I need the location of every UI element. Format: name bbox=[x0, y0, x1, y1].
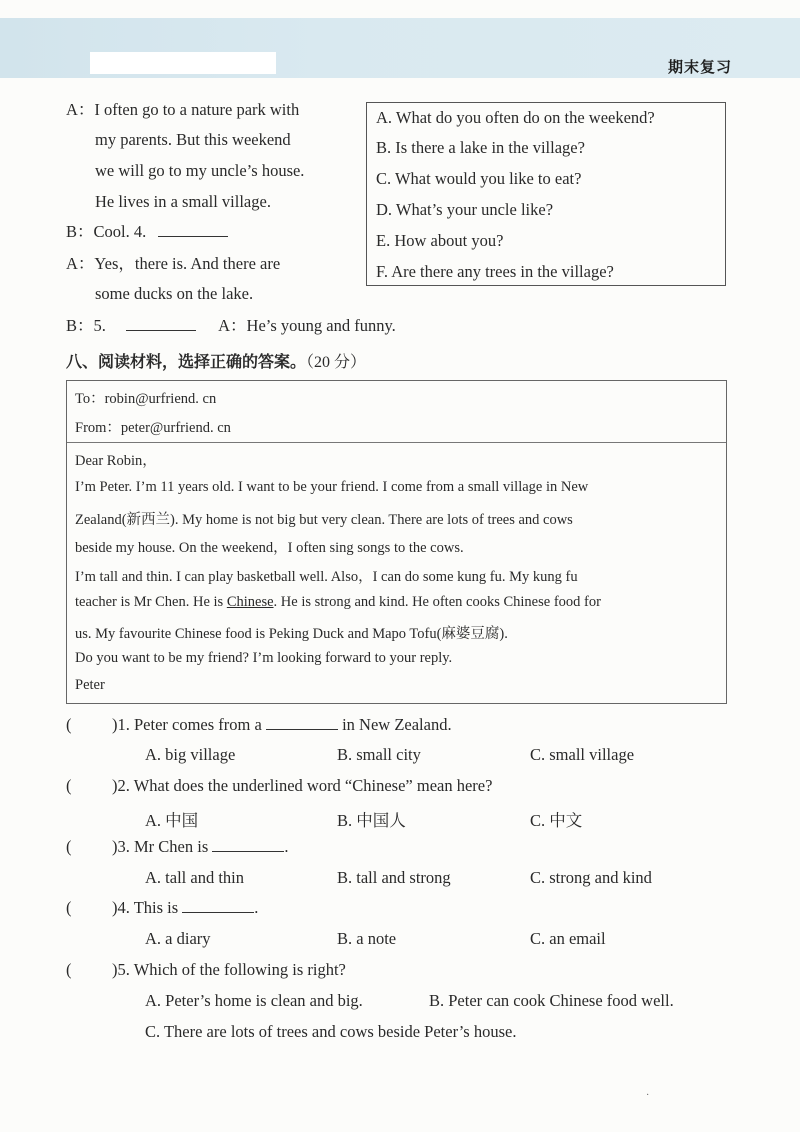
question-4-post: . bbox=[254, 898, 259, 917]
question-5 bbox=[112, 960, 346, 980]
question-4-blank bbox=[182, 898, 254, 913]
question-5-option-a[interactable]: A. Peter’s home is clean and big. bbox=[145, 991, 363, 1010]
question-1 bbox=[112, 715, 452, 735]
question-4-option-c[interactable]: C. an email bbox=[530, 929, 606, 948]
option-b: B. Is there a lake in the village? bbox=[376, 138, 585, 157]
question-3-option-b[interactable]: B. tall and strong bbox=[337, 868, 451, 887]
answer-paren-4[interactable]: ( bbox=[66, 898, 72, 917]
question-1-option-c[interactable]: C. small village bbox=[530, 745, 635, 764]
header-label: 期末复习 bbox=[668, 58, 733, 76]
email-p2-post: . He is strong and kind. He often cooks Chinese food for bbox=[273, 594, 601, 610]
option-f: F. Are there any trees in the village? bbox=[376, 262, 614, 281]
question-3-option-c[interactable]: C. strong and kind bbox=[530, 868, 652, 887]
question-3 bbox=[112, 837, 289, 857]
answer-paren-3[interactable]: ( bbox=[66, 837, 72, 856]
question-5-option-c[interactable]: C. There are lots of trees and cows beside Peter’s house. bbox=[145, 1022, 517, 1041]
answer-paren-2[interactable]: ( bbox=[66, 776, 72, 795]
option-e: E. How about you? bbox=[376, 231, 504, 250]
email-from: From：peter@urfriend. cn bbox=[75, 420, 231, 436]
dialogue-b4 bbox=[66, 222, 228, 242]
dialogue-b4-text: B：Cool. 4. bbox=[66, 222, 147, 241]
scan-mark: · bbox=[646, 1090, 650, 1101]
answer-paren-1[interactable]: ( bbox=[66, 715, 72, 734]
question-4-option-a[interactable]: A. a diary bbox=[145, 929, 211, 948]
email-box bbox=[66, 380, 727, 704]
question-4-option-b[interactable]: B. a note bbox=[337, 929, 397, 948]
question-1-post: in New Zealand. bbox=[342, 715, 452, 734]
question-3-num: )3. bbox=[112, 837, 130, 856]
email-divider bbox=[67, 442, 726, 443]
dialogue-a1-line1: A：I often go to a nature park with bbox=[66, 100, 300, 119]
question-3-blank bbox=[212, 837, 284, 852]
question-4-pre: This is bbox=[133, 898, 179, 917]
email-signature: Peter bbox=[75, 677, 105, 693]
answer-paren-5[interactable]: ( bbox=[66, 960, 72, 979]
question-2-option-a[interactable]: A. 中国 bbox=[145, 811, 199, 830]
section-title-text: 八、阅读材料，选择正确的答案。 bbox=[66, 352, 307, 371]
dialogue-a3: A：He’s young and funny. bbox=[218, 316, 396, 335]
email-p1-line1: I’m Peter. I’m 11 years old. I want to be your friend. I come from a small village in New bbox=[75, 479, 589, 495]
option-c: C. What would you like to eat? bbox=[376, 169, 582, 188]
question-2-option-c[interactable]: C. 中文 bbox=[530, 811, 583, 830]
question-1-option-a[interactable]: A. big village bbox=[145, 745, 236, 764]
question-5-num: )5. bbox=[112, 960, 130, 979]
option-d: D. What’s your uncle like? bbox=[376, 200, 554, 219]
header-blank-area bbox=[90, 52, 276, 74]
answer-blank-5[interactable] bbox=[126, 316, 196, 331]
email-p2-line2 bbox=[75, 594, 601, 611]
dialogue-a1-line4: He lives in a small village. bbox=[95, 192, 271, 211]
dialogue-a2-line1: A：Yes，there is. And there are bbox=[66, 254, 281, 273]
email-p2-line3: us. My favourite Chinese food is Peking Duck and Mapo Tofu(麻婆豆腐). bbox=[75, 626, 508, 642]
dialogue-b5 bbox=[66, 316, 396, 336]
question-1-option-b[interactable]: B. small city bbox=[337, 745, 421, 764]
email-p1-line2: Zealand(新西兰). My home is not big but very clean. There are lots of trees and cows bbox=[75, 512, 573, 528]
question-2 bbox=[112, 776, 492, 796]
question-5-option-b[interactable]: B. Peter can cook Chinese food well. bbox=[429, 991, 674, 1010]
question-3-post: . bbox=[284, 837, 289, 856]
underlined-word-chinese: Chinese bbox=[226, 594, 274, 610]
question-5-text: Which of the following is right? bbox=[133, 960, 346, 979]
question-1-pre: Peter comes from a bbox=[134, 715, 262, 734]
email-p2-pre: teacher is Mr Chen. He is bbox=[75, 594, 227, 610]
question-2-option-b[interactable]: B. 中国人 bbox=[337, 811, 406, 830]
question-1-num: )1. bbox=[112, 715, 130, 734]
dialogue-a1-line3: we will go to my uncle’s house. bbox=[95, 161, 305, 180]
dialogue-a1-line2: my parents. But this weekend bbox=[95, 130, 291, 149]
question-2-num: )2. bbox=[112, 776, 130, 795]
email-p1-line3: beside my house. On the weekend，I often sing songs to the cows. bbox=[75, 540, 464, 556]
section-score: （20 分） bbox=[306, 354, 367, 371]
email-to: To：robin@urfriend. cn bbox=[75, 391, 217, 407]
options-box bbox=[366, 102, 726, 286]
email-p2-line1: I’m tall and thin. I can play basketball well. Also，I can do some kung fu. My kung fu bbox=[75, 569, 578, 585]
question-2-text: What does the underlined word “Chinese” mean here? bbox=[133, 776, 493, 795]
question-1-blank bbox=[266, 715, 338, 730]
email-greeting: Dear Robin， bbox=[75, 453, 157, 469]
section-title bbox=[66, 349, 366, 372]
question-4 bbox=[112, 898, 258, 918]
option-a: A. What do you often do on the weekend? bbox=[376, 108, 655, 127]
answer-blank-4[interactable] bbox=[158, 222, 228, 237]
question-3-pre: Mr Chen is bbox=[134, 837, 209, 856]
dialogue-b5-text: B：5. bbox=[66, 316, 106, 335]
question-3-option-a[interactable]: A. tall and thin bbox=[145, 868, 244, 887]
question-4-num: )4. bbox=[112, 898, 130, 917]
email-p3: Do you want to be my friend? I’m looking forward to your reply. bbox=[75, 650, 453, 666]
dialogue-a2-line2: some ducks on the lake. bbox=[95, 284, 254, 303]
